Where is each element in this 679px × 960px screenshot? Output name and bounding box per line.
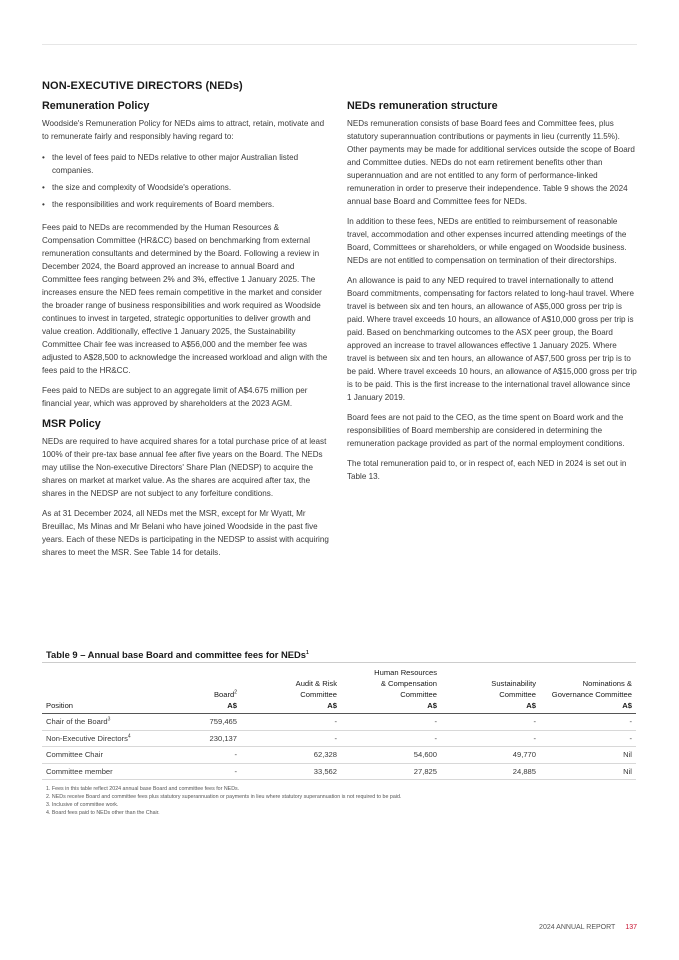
fees-table <box>42 663 636 780</box>
reimbursement-paragraph: In addition to these fees, NEDs are entitled to reimbursement of reasonable travel, accommodation and other expenses incurred attending meetings of the Board, Committees or shareholders, or while engaged on Woodside business. NEDs are not entitled to compensation on termination of their directorships. <box>347 217 627 265</box>
remuneration-structure-heading: NEDs remuneration structure <box>347 100 498 112</box>
footnote: 1. Fees in this table reflect 2024 annual base Board and committee fees for NEDs. <box>46 786 240 792</box>
right-column <box>347 99 637 490</box>
header-hr-compensation: Human Resources & Compensation Committee A$ <box>374 668 437 710</box>
header-board: Board$^2$ A$ <box>213 689 237 710</box>
left-column <box>42 99 332 566</box>
structure-paragraph: NEDs remuneration consists of base Board fees and Committee fees, plus statutory superannuation contributions or payments in lieu (currently 11.5%). Other payments may be made for additional services outside the scope of Board and Committee duties. NEDs do not earn retirement benefits other than superannuation and are not entitled to any form of performance-linked remuneration in order to preserve their independence. Table 9 shows the 2024 annual base Board and Committee fees for NEDs. <box>347 119 635 206</box>
top-divider <box>42 44 637 45</box>
footnote: 3. Inclusive of committee work. <box>46 802 119 808</box>
total-remuneration-paragraph: The total remuneration paid to, or in respect of, each NED in 2024 is set out in Table 13. <box>347 459 627 481</box>
remuneration-policy-intro: Woodside's Remuneration Policy for NEDs aims to attract, retain, motivate and to remunerate fairly and responsibly having regard to: <box>42 119 325 141</box>
table-row: Committee member - 33,562 27,825 24,885 Nil <box>42 763 636 780</box>
section-title: NON-EXECUTIVE DIRECTORS (NEDs) <box>42 80 243 92</box>
header-position: Position <box>46 701 74 710</box>
list-item: • the level of fees paid to NEDs relative to other major Australian listed companies. <box>42 151 332 177</box>
fees-recommendation-paragraph: Fees paid to NEDs are recommended by the Human Resources & Compensation Committee (HR&CC) based on benchmarking from external remuneration consultants and determined by the Board. Following a review in December 2024, the Board approved an increase to annual Board and Committee fees ranging between 2% and 3%, effective 1 January 2025. The increases ensure the NED fees remain competitive in the market and consider the broader range of business responsibilities and work required as Woodside continues to invest in targeted, strategic opportunities to deliver growth and value creation. Additionally, effective 1 January 2025, the Sustainability Committee Chair fee was increased to A$56,000 and the member fee was adjusted to A$28,500 to acknowledge the increased workload and align with the fees paid to the HR&CC. <box>42 223 328 375</box>
table-title: Table 9 – Annual base Board and committee fees for NEDs$^1$ <box>42 646 636 663</box>
table-footnotes <box>42 785 636 817</box>
aggregate-limit-paragraph: Fees paid to NEDs are subject to an aggregate limit of A$4.675 million per financial year, which was approved by shareholders at the 2023 AGM. <box>42 386 308 408</box>
fees-table-section <box>42 646 636 817</box>
footnote: 2. NEDs receive Board and committee fees plus statutory superannuation or payments in lieu where statutory superannuation is not required to be paid. <box>46 794 402 800</box>
header-nominations-governance: Nominations & Governance Committee A$ <box>551 679 632 710</box>
msr-policy-heading: MSR Policy <box>42 418 101 430</box>
remuneration-policy-heading: Remuneration Policy <box>42 100 150 112</box>
travel-allowance-paragraph: An allowance is paid to any NED required to travel internationally to attend Board commitments, compensating for factors related to long-haul travel. Where travel is between six and ten hours, an allowance of A$5,000 gross per trip is paid. Where travel exceeds 10 hours, an allowance of A$10,000 gross per trip is paid. Based on benchmarking outcomes to the ASX peer group, the Board approved an increase to travel allowances effective 1 January 2025. Where travel is between six and ten hours, an allowance of A$7,500 gross per trip is to be paid. Where travel exceeds 10 hours, an allowance of A$15,000 gross per trip is to be paid. This is the first increase to the international travel allowance since 1 January 2019. <box>347 276 637 402</box>
header-audit-risk: Audit & Risk Committee A$ <box>295 679 337 710</box>
page-number: 137 <box>625 924 637 931</box>
header-sustainability: Sustainability Committee A$ <box>491 679 536 710</box>
list-item: • the size and complexity of Woodside's operations. <box>42 181 332 194</box>
remuneration-policy-list <box>42 151 332 211</box>
list-item: • the responsibilities and work requirements of Board members. <box>42 198 332 211</box>
msr-requirement-paragraph: NEDs are required to have acquired shares for a total purchase price of at least 100% of their pre-tax base annual fee after five years on the Board. The NEDs may utilise the Non-executive Directors' Share Plan (NEDSP) to acquire the shares on market at market value. As the shares are acquired after tax, the shares in the NEDSP are not subject to any forfeiture conditions. <box>42 437 327 498</box>
ceo-fees-paragraph: Board fees are not paid to the CEO, as the time spent on Board work and the responsibilities of Board membership are considered in determining the remuneration package provided as part of the normal employment conditions. <box>347 413 625 448</box>
table-header-row <box>42 663 636 714</box>
report-name: 2024 ANNUAL REPORT <box>539 924 616 931</box>
table-row: Committee Chair - 62,328 54,600 49,770 Nil <box>42 747 636 764</box>
msr-status-paragraph: As at 31 December 2024, all NEDs met the MSR, except for Mr Wyatt, Mr Breuillac, Ms Minas and Mr Belani who have joined Woodside in the past five years. Each of these NEDs is participating in the NEDSP to assist with acquiring shares to meet the MSR. See Table 14 for details. <box>42 509 329 557</box>
page-footer <box>539 924 637 931</box>
footnote: 4. Board fees paid to NEDs other than the Chair. <box>46 810 160 816</box>
table-row: Chair of the Board$^3$ 759,465 - - - - <box>42 714 636 731</box>
table-row: Non-Executive Directors$^4$ 230,137 - - - - <box>42 730 636 747</box>
